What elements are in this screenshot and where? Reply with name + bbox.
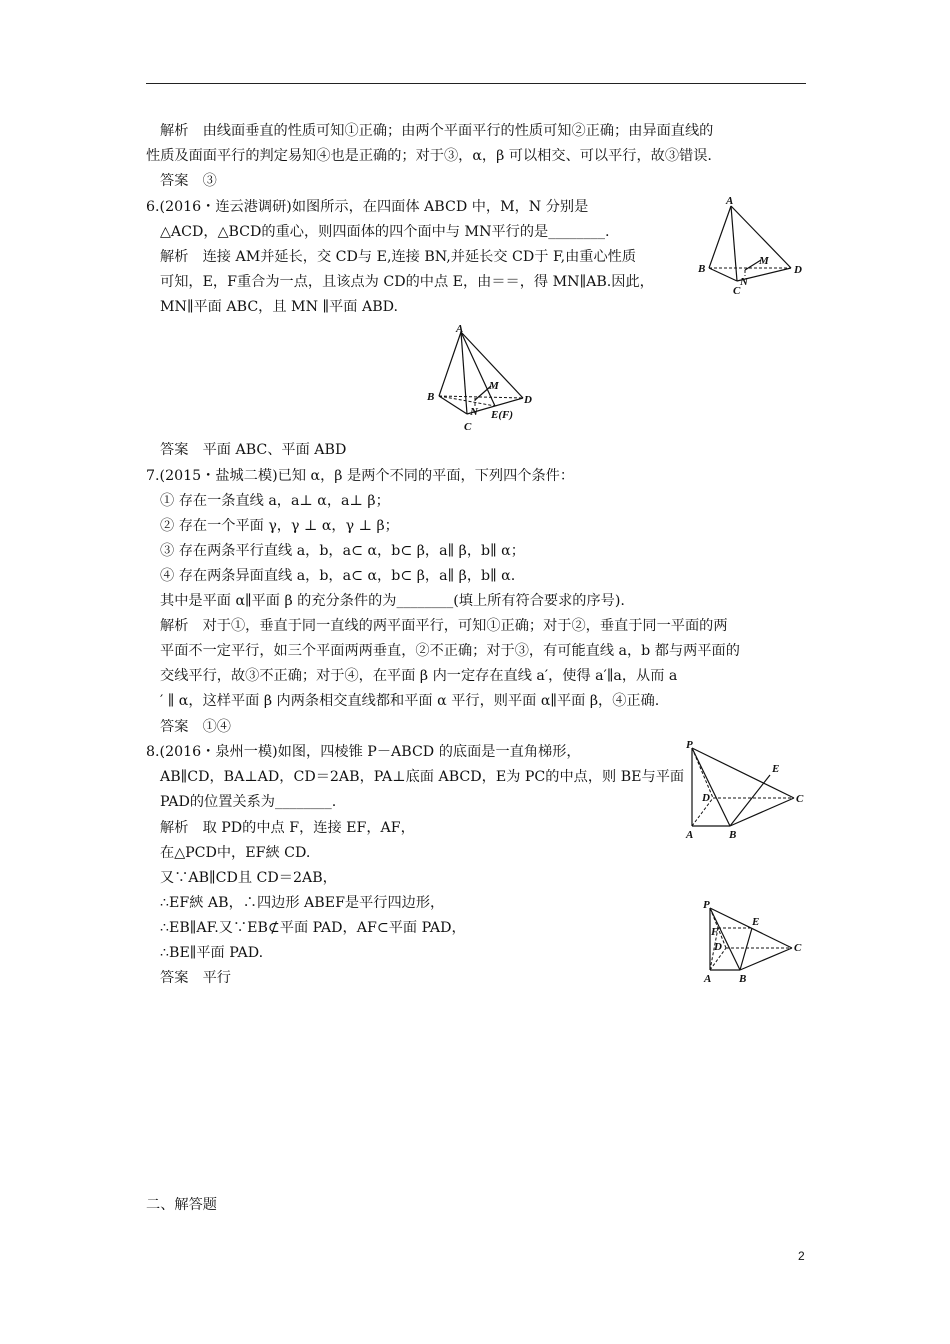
- question-7: 7.(2015・盐城二模)已知 α，β 是两个不同的平面，下列四个条件：: [146, 468, 575, 484]
- vertex-label: D: [524, 394, 532, 406]
- vertex-label: N: [470, 406, 478, 418]
- vertex-label: D: [794, 264, 802, 276]
- text-line: MN∥平面 ABC，且 MN ∥平面 ABD.: [160, 299, 398, 315]
- text-line: ∴EF綊 AB，∴四边形 ABEF是平行四边形，: [160, 895, 445, 911]
- section-heading: 二、解答题: [146, 1197, 217, 1213]
- vertex-label: A: [704, 973, 712, 985]
- vertex-label: C: [464, 421, 472, 433]
- text-line: AB∥CD，BA⊥AD，CD＝2AB，PA⊥底面 ABCD，E为 PC的中点，则 BE与平面: [160, 769, 685, 785]
- answer-line: 答案 ③: [160, 173, 217, 189]
- answer-line: 答案 ①④: [160, 719, 231, 735]
- text-line: 可知，E，F重合为一点，且该点为 CD的中点 E，由＝＝，得 MN∥AB.因此，: [160, 274, 654, 290]
- tetrahedron-figure-2: [425, 322, 545, 434]
- text-line: △ACD，△BCD的重心，则四面体的四个面中与 MN平行的是________.: [160, 224, 610, 240]
- vertex-label: B: [427, 391, 435, 403]
- text-line: ′ ∥ α，这样平面 β 内两条相交直线都和平面 α 平行，则平面 α∥平面 β，④正确.: [160, 693, 660, 709]
- vertex-label: M: [759, 255, 769, 267]
- vertex-label: A: [726, 195, 734, 207]
- tetrahedron-figure-1: [695, 196, 815, 306]
- condition-1: ① 存在一条直线 a，a⊥ α，a⊥ β；: [160, 493, 390, 509]
- vertex-label: P: [686, 739, 693, 751]
- vertex-label: D: [702, 792, 710, 804]
- vertex-label: P: [703, 899, 710, 911]
- question-6: 6.(2016・连云港调研)如图所示，在四面体 ABCD 中，M，N 分别是: [146, 199, 589, 215]
- text-line: PAD的位置关系为________.: [160, 794, 337, 810]
- vertex-label: C: [794, 942, 802, 954]
- pyramid-figure-3: [680, 738, 810, 846]
- text-line: 在△PCD中，EF綊 CD.: [160, 845, 311, 861]
- vertex-label: C: [796, 793, 804, 805]
- text-line: 性质及面面平行的判定易知④也是正确的；对于③，α，β 可以相交、可以平行，故③错误.: [146, 148, 712, 164]
- text-line: ∴EB∥AF.又∵EB⊄平面 PAD，AF⊂平面 PAD，: [160, 920, 466, 936]
- vertex-label: A: [686, 829, 694, 841]
- vertex-label: F: [711, 926, 719, 938]
- vertex-label: C: [733, 285, 741, 297]
- answer-line: 答案 平行: [160, 970, 231, 986]
- vertex-label: A: [456, 323, 464, 335]
- condition-3: ③ 存在两条平行直线 a，b，a⊂ α，b⊂ β，a∥ β，b∥ α；: [160, 543, 525, 559]
- vertex-label: B: [698, 263, 706, 275]
- vertex-label: B: [729, 829, 737, 841]
- text-line: 又∵AB∥CD且 CD＝2AB，: [160, 870, 337, 886]
- condition-2: ② 存在一个平面 γ，γ ⊥ α，γ ⊥ β；: [160, 518, 399, 534]
- text-line: 解析 对于①，垂直于同一直线的两平面平行，可知①正确；对于②，垂直于同一平面的两: [160, 618, 728, 634]
- vertex-label: E: [772, 763, 780, 775]
- pyramid-figure-4: [700, 898, 810, 984]
- text-line: 交线平行，故③不正确；对于④，在平面 β 内一定存在直线 a′，使得 a′∥a，从而 a: [160, 668, 678, 684]
- text-line: 解析 连接 AM并延长，交 CD与 E,连接 BN,并延长交 CD于 F,由重心性质: [160, 249, 637, 265]
- vertex-label: M: [489, 380, 499, 392]
- page-number: 2: [798, 1249, 805, 1263]
- text-line: 其中是平面 α∥平面 β 的充分条件的为________(填上所有符合要求的序号).: [160, 593, 625, 609]
- answer-line: 答案 平面 ABC、平面 ABD: [160, 442, 347, 458]
- text-line: 解析 取 PD的中点 F，连接 EF，AF，: [160, 820, 415, 836]
- vertex-label: E(F): [491, 409, 513, 421]
- vertex-label: E: [752, 916, 760, 928]
- vertex-label: N: [740, 276, 748, 288]
- condition-4: ④ 存在两条异面直线 a，b，a⊂ α，b⊂ β，a∥ β，b∥ α.: [160, 568, 516, 584]
- text-line: 平面不一定平行，如三个平面两两垂直，②不正确；对于③，有可能直线 a，b 都与两平面的: [160, 643, 740, 659]
- vertex-label: D: [714, 941, 722, 953]
- text-line: 解析 由线面垂直的性质可知①正确；由两个平面平行的性质可知②正确；由异面直线的: [160, 123, 714, 139]
- vertex-label: B: [739, 973, 747, 985]
- question-8: 8.(2016・泉州一模)如图，四棱锥 P－ABCD 的底面是一直角梯形，: [146, 744, 581, 760]
- text-line: ∴BE∥平面 PAD.: [160, 945, 264, 961]
- header-rule: [146, 83, 806, 84]
